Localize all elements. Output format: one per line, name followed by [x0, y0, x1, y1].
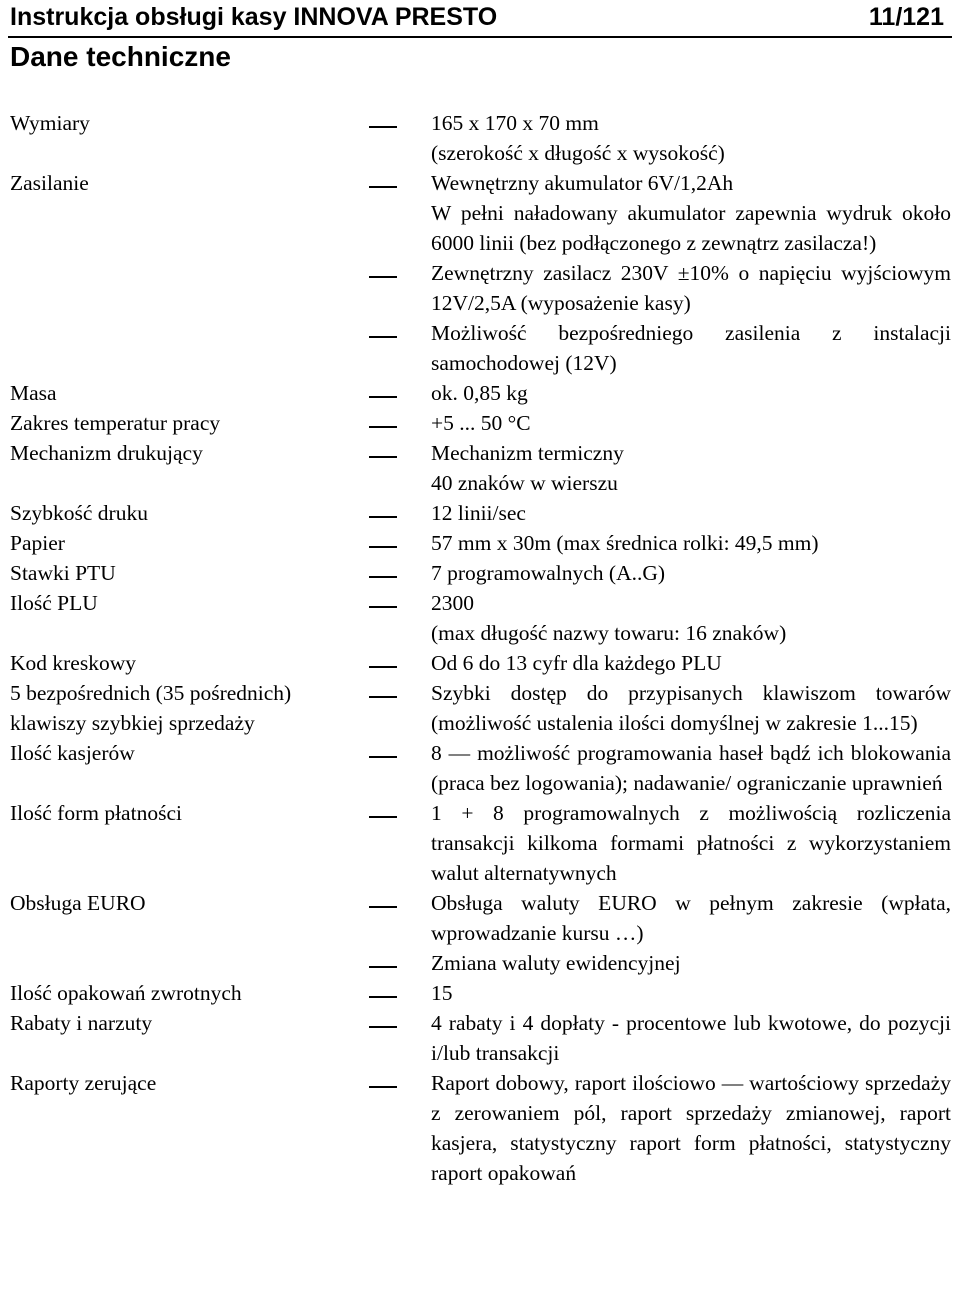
- spec-row: [10, 168, 955, 378]
- spec-row: [10, 1008, 955, 1068]
- spec-row: [10, 408, 955, 438]
- spec-row: [10, 588, 955, 648]
- dash-bullet: [369, 996, 397, 998]
- spec-value-line: [10, 1068, 955, 1188]
- spec-value: Zmiana waluty ewidencyjnej: [431, 951, 681, 975]
- spec-value: 165 x 170 x 70 mm (szerokość x długość x wysokość): [431, 111, 725, 165]
- spec-value: 15: [431, 981, 453, 1005]
- spec-value-line: [10, 978, 955, 1008]
- spec-value-line: [10, 318, 955, 378]
- spec-value-line: [10, 528, 955, 558]
- spec-value: 4 rabaty i 4 dopłaty - procentowe lub kwotowe, do pozycji i/lub transakcji: [431, 1011, 951, 1065]
- spec-label: Ilość form płatności: [10, 801, 182, 825]
- spec-value: 2300 (max długość nazwy towaru: 16 znaków): [431, 591, 787, 645]
- section-title: Dane techniczne: [10, 41, 231, 72]
- spec-row: [10, 498, 955, 528]
- spec-value: 1 + 8 programowalnych z możliwością rozliczenia transakcji kilkoma formami płatności z wykorzystaniem walut alternatywnych: [431, 801, 951, 885]
- spec-value-line: [10, 408, 955, 438]
- dash-bullet: [369, 696, 397, 698]
- dash-bullet: [369, 456, 397, 458]
- spec-value-line: [10, 168, 955, 258]
- spec-label: Ilość kasjerów: [10, 741, 135, 765]
- spec-value: Obsługa waluty EURO w pełnym zakresie (wpłata, wprowadzanie kursu …): [431, 891, 951, 945]
- spec-row: [10, 648, 955, 678]
- spec-row: [10, 798, 955, 888]
- dash-bullet: [369, 276, 397, 278]
- spec-row: [10, 528, 955, 558]
- spec-label: Raporty zerujące: [10, 1071, 157, 1095]
- dash-bullet: [369, 966, 397, 968]
- spec-row: [10, 378, 955, 408]
- spec-label: Szybkość druku: [10, 501, 148, 525]
- dash-bullet: [369, 576, 397, 578]
- dash-bullet: [369, 1026, 397, 1028]
- dash-bullet: [369, 126, 397, 128]
- spec-value-line: [10, 258, 955, 318]
- spec-value: Zewnętrzny zasilacz 230V ±10% o napięciu wyjściowym 12V/2,5A (wyposażenie kasy): [431, 261, 951, 315]
- spec-row: [10, 738, 955, 798]
- spec-row: [10, 888, 955, 978]
- spec-value: 8 — możliwość programowania haseł bądź ich blokowania (praca bez logowania); nadawanie/ ograniczanie uprawnień: [431, 741, 951, 795]
- spec-value-line: [10, 948, 955, 978]
- spec-value-line: [10, 558, 955, 588]
- spec-value-line: [10, 738, 955, 798]
- spec-value: Szybki dostęp do przypisanych klawiszom towarów (możliwość ustalenia ilości domyślnej w zakresie 1...15): [431, 681, 951, 735]
- dash-bullet: [369, 336, 397, 338]
- spec-value-line: [10, 648, 955, 678]
- dash-bullet: [369, 1086, 397, 1088]
- spec-value-line: [10, 588, 955, 648]
- spec-row: [10, 108, 955, 168]
- spec-label: Papier: [10, 531, 65, 555]
- spec-row: [10, 558, 955, 588]
- spec-value-line: [10, 108, 955, 168]
- spec-value: 12 linii/sec: [431, 501, 526, 525]
- dash-bullet: [369, 426, 397, 428]
- dash-bullet: [369, 516, 397, 518]
- spec-value: Wewnętrzny akumulator 6V/1,2Ah W pełni naładowany akumulator zapewnia wydruk około 6000 linii (bez podłączonego z zewnątrz zasilacza!): [431, 171, 951, 255]
- dash-bullet: [369, 756, 397, 758]
- spec-label: Stawki PTU: [10, 561, 116, 585]
- spec-label: Obsługa EURO: [10, 891, 146, 915]
- spec-row: [10, 978, 955, 1008]
- spec-value: ok. 0,85 kg: [431, 381, 528, 405]
- dash-bullet: [369, 816, 397, 818]
- dash-bullet: [369, 186, 397, 188]
- spec-label: Rabaty i narzuty: [10, 1011, 153, 1035]
- page-header: [8, 0, 952, 38]
- dash-bullet: [369, 666, 397, 668]
- spec-value: 57 mm x 30m (max średnica rolki: 49,5 mm): [431, 531, 819, 555]
- spec-value-line: [10, 798, 955, 888]
- document-title: Instrukcja obsługi kasy INNOVA PRESTO: [10, 3, 498, 31]
- spec-value: Raport dobowy, raport ilościowo — wartościowy sprzedaży z zerowaniem pól, raport sprzedaży zmianowej, raport kasjera, statystyczny raport form płatności, statystyczny raport opakowań: [431, 1071, 951, 1185]
- spec-value: Możliwość bezpośredniego zasilenia z instalacji samochodowej (12V): [431, 321, 951, 375]
- spec-value-line: [10, 678, 955, 738]
- dash-bullet: [369, 606, 397, 608]
- page-number: 11/121: [868, 3, 944, 31]
- spec-label: Masa: [10, 381, 57, 405]
- spec-label: Zasilanie: [10, 171, 89, 195]
- dash-bullet: [369, 396, 397, 398]
- spec-value: Od 6 do 13 cyfr dla każdego PLU: [431, 651, 722, 675]
- spec-value-line: [10, 888, 955, 948]
- spec-label: Zakres temperatur pracy: [10, 411, 221, 435]
- spec-label: Wymiary: [10, 111, 90, 135]
- spec-value: Mechanizm termiczny 40 znaków w wierszu: [431, 441, 624, 495]
- dash-bullet: [369, 906, 397, 908]
- spec-value-line: [10, 1008, 955, 1068]
- spec-row: [10, 438, 955, 498]
- spec-list: [10, 108, 955, 1188]
- spec-value-line: [10, 438, 955, 498]
- spec-row: [10, 1068, 955, 1188]
- spec-label: 5 bezpośrednich (35 pośrednich) klawiszy szybkiej sprzedaży: [10, 681, 292, 735]
- spec-value: 7 programowalnych (A..G): [431, 561, 666, 585]
- spec-row: [10, 678, 955, 738]
- spec-value-line: [10, 378, 955, 408]
- spec-label: Mechanizm drukujący: [10, 441, 203, 465]
- spec-label: Ilość PLU: [10, 591, 98, 615]
- spec-value: +5 ... 50 °C: [431, 411, 531, 435]
- dash-bullet: [369, 546, 397, 548]
- spec-value-line: [10, 498, 955, 528]
- spec-label: Ilość opakowań zwrotnych: [10, 981, 242, 1005]
- spec-label: Kod kreskowy: [10, 651, 136, 675]
